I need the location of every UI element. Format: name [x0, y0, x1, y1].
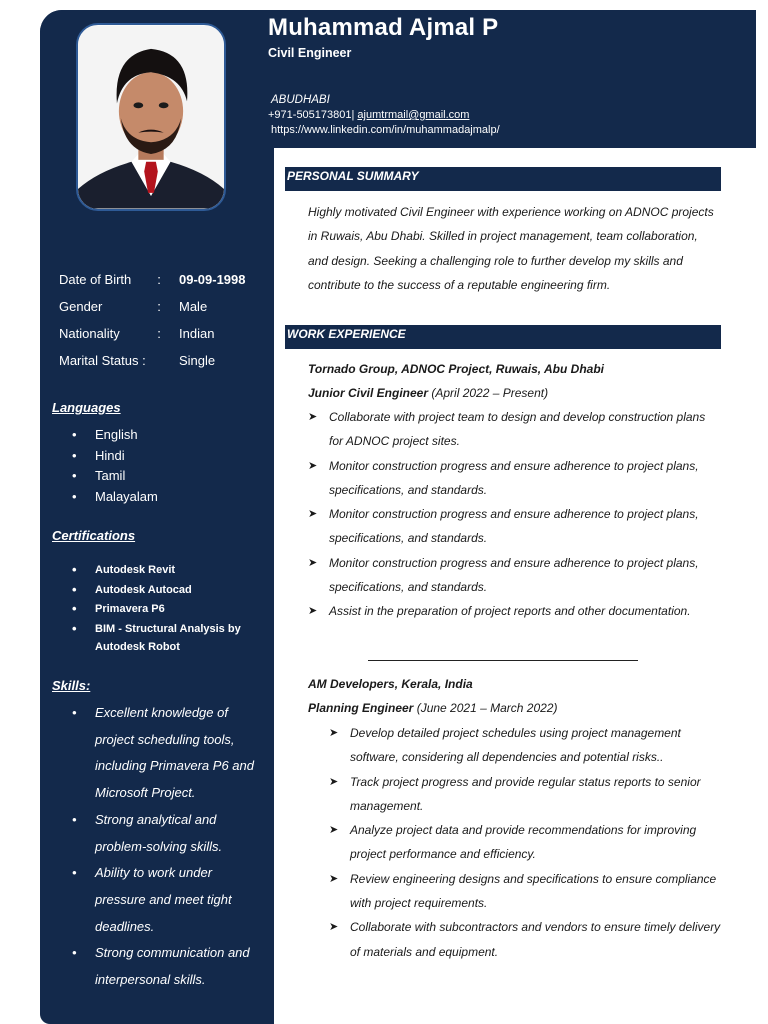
- detail-colon: :: [157, 299, 161, 314]
- languages-heading: Languages: [52, 400, 121, 415]
- detail-label: Date of Birth: [59, 272, 132, 287]
- job-period: (April 2022 – Present): [431, 386, 549, 400]
- detail-row-gender: [59, 293, 269, 320]
- detail-row-nationality: [59, 320, 269, 347]
- contact-line: [268, 109, 469, 121]
- job-bullets: [308, 405, 720, 624]
- job-role-name: Junior Civil Engineer: [308, 386, 429, 400]
- list-item: • Hindi: [40, 446, 274, 467]
- detail-label: Nationality: [59, 326, 120, 341]
- list-item: • Autodesk Revit: [40, 561, 274, 580]
- list-item: ➤ Review engineering designs and specifications to ensure compliance with project requirements.: [329, 867, 724, 916]
- list-item: • Ability to work under pressure and meet tight deadlines.: [40, 860, 274, 940]
- list-item: ➤ Monitor construction progress and ensure adherence to project plans, specifications, and standards.: [308, 551, 720, 600]
- experience-heading: WORK EXPERIENCE: [285, 325, 721, 349]
- list-item: • English: [40, 425, 274, 446]
- list-item: ➤ Collaborate with project team to design and develop construction plans for ADNOC project sites.: [308, 405, 720, 454]
- detail-row-marital: [59, 347, 269, 374]
- profile-photo-image: [78, 25, 224, 209]
- detail-colon: :: [157, 272, 161, 287]
- job-title: Civil Engineer: [268, 46, 352, 60]
- list-item: ➤ Track project progress and provide regular status reports to senior management.: [329, 770, 724, 819]
- detail-row-dob: [59, 266, 269, 293]
- job-company: AM Developers, Kerala, India: [308, 677, 473, 691]
- languages-list: [40, 425, 274, 508]
- list-item: • Autodesk Autocad: [40, 581, 274, 600]
- detail-label: Gender: [59, 299, 103, 314]
- divider: [368, 660, 638, 661]
- detail-value: Male: [179, 299, 208, 314]
- summary-text: Highly motivated Civil Engineer with experience working on ADNOC projects in Ruwais, Abu Dhabi. Skilled in project management, team collaboration, and design. Seeking a challenging role to further develop my skills and contribute to the success of a reputable engineering firm.: [308, 205, 714, 292]
- detail-value: Single: [179, 353, 216, 368]
- job-role: [308, 386, 548, 400]
- candidate-name: Muhammad Ajmal P: [268, 14, 499, 41]
- certifications-list: [40, 561, 274, 657]
- list-item: ➤ Monitor construction progress and ensure adherence to project plans, specifications, and standards.: [308, 454, 720, 503]
- location: ABUDHABI: [271, 94, 330, 106]
- list-item: • Tamil: [40, 466, 274, 487]
- phone: +971-505173801|: [268, 109, 355, 121]
- list-item: • Excellent knowledge of project scheduling tools, including Primavera P6 and Microsoft Project.: [40, 700, 274, 807]
- linkedin-link[interactable]: https://www.linkedin.com/in/muhammadajmalp/: [271, 124, 500, 136]
- personal-details: [59, 266, 269, 374]
- list-item: ➤ Collaborate with subcontractors and vendors to ensure timely delivery of materials and equipment.: [329, 915, 724, 964]
- certifications-heading: Certifications: [52, 528, 136, 543]
- job-period: (June 2021 – March 2022): [416, 701, 558, 715]
- list-item: ➤ Monitor construction progress and ensure adherence to project plans, specifications, and standards.: [308, 502, 720, 551]
- profile-photo: [76, 23, 226, 211]
- detail-label: Marital Status :: [59, 353, 146, 368]
- skills-heading: Skills:: [52, 678, 91, 693]
- detail-value: Indian: [179, 326, 215, 341]
- list-item: ➤ Develop detailed project schedules using project management software, considering all dependencies and potential risks..: [329, 721, 724, 770]
- job-bullets: [329, 721, 724, 964]
- list-item: ➤ Assist in the preparation of project reports and other documentation.: [308, 599, 720, 623]
- list-item: • Strong communication and interpersonal skills.: [40, 940, 274, 993]
- list-item: • Primavera P6: [40, 600, 274, 619]
- job-role-name: Planning Engineer: [308, 701, 414, 715]
- list-item: • Malayalam: [40, 487, 274, 508]
- job-role: [308, 701, 557, 715]
- email-link[interactable]: ajumtrmail@gmail.com: [357, 109, 470, 121]
- list-item: ➤ Analyze project data and provide recommendations for improving project performance and efficiency.: [329, 818, 724, 867]
- detail-colon: :: [157, 326, 161, 341]
- summary-heading: PERSONAL SUMMARY: [285, 167, 721, 191]
- detail-value: 09-09-1998: [179, 272, 246, 287]
- skills-list: [40, 700, 274, 994]
- list-item: • BIM - Structural Analysis by Autodesk Robot: [40, 620, 274, 657]
- job-company: Tornado Group, ADNOC Project, Ruwais, Abu Dhabi: [308, 362, 605, 376]
- sidebar: [40, 10, 274, 1024]
- list-item: • Strong analytical and problem-solving skills.: [40, 807, 274, 860]
